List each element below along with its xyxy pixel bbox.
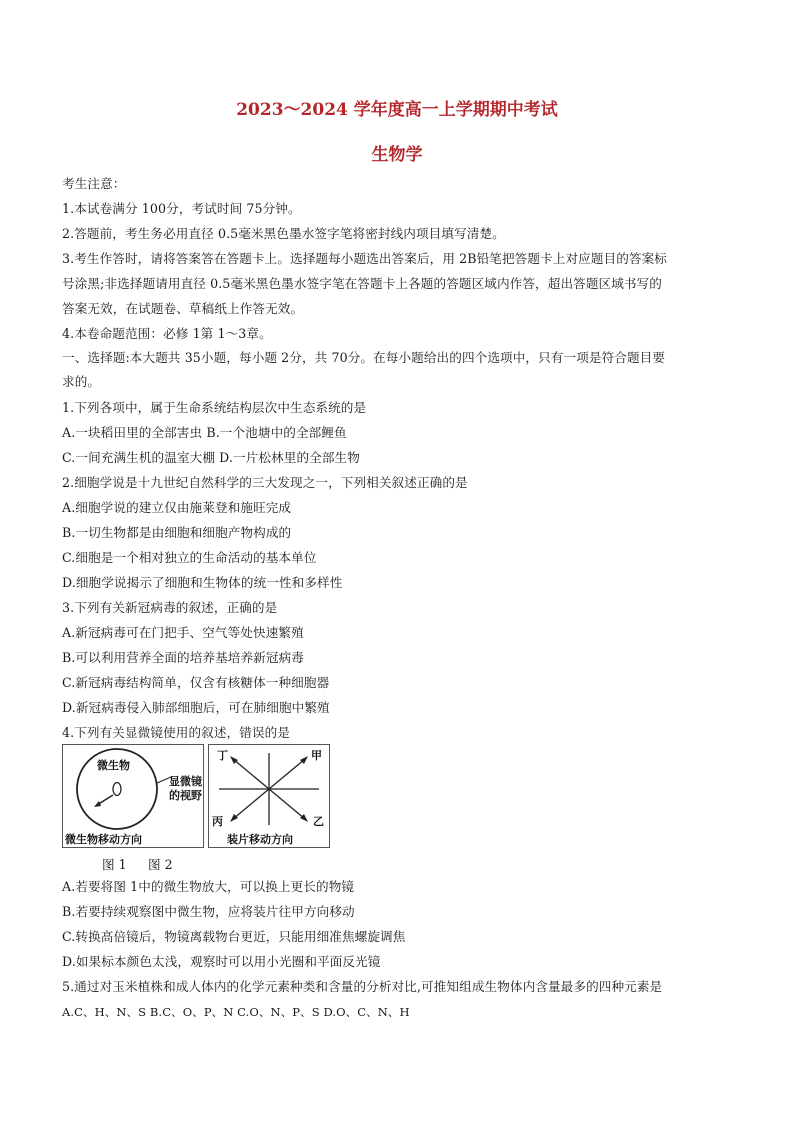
view-label: 显微镜: [169, 775, 202, 788]
exam-title: 2023～2024 学年度高一上学期期中考试: [236, 100, 558, 120]
direction-yi: 乙: [313, 815, 324, 828]
view-label: 的视野: [169, 789, 202, 802]
question-option: C.细胞是一个相对独立的生命活动的基本单位: [62, 550, 317, 565]
notice-item: 2.答题前，考生务必用直径 0.5毫米黑色墨水签字笔将密封线内项目填写清楚。: [62, 226, 505, 241]
question-stem: 3.下列有关新冠病毒的叙述，正确的是: [62, 600, 278, 615]
notice-item: 答案无效，在试题卷、草稿纸上作答无效。: [62, 301, 304, 316]
notice-heading: 考生注意：: [62, 176, 126, 191]
microbe-shape: [113, 783, 121, 796]
figure-2-slide-direction: [208, 744, 330, 848]
figure-2-caption: 装片移动方向: [227, 833, 293, 846]
figure-1-number: 图 1: [102, 857, 127, 872]
direction-bing: 丙: [212, 815, 223, 828]
arrow-head: [94, 801, 101, 807]
microbe-label: 微生物: [97, 759, 130, 772]
notice-item: 3.考生作答时，请将答案答在答题卡上。选择题每小题选出答案后，用 2B铅笔把答题卡上对应题目的答案标: [62, 251, 668, 266]
figure-1-caption: 微生物移动方向: [65, 833, 142, 846]
question-option: B.可以利用营养全面的培养基培养新冠病毒: [62, 650, 304, 665]
question-stem: 4.下列有关显微镜使用的叙述，错误的是: [62, 725, 291, 740]
question-option: A.C、H、N、S B.C、O、P、N C.O、N、P、S D.O、C、N、H: [62, 1005, 410, 1019]
section-heading-cont: 求的。: [62, 374, 101, 389]
question-option: B.若要持续观察图中微生物，应将装片往甲方向移动: [62, 904, 355, 919]
section-heading: 一、选择题:本大题共 35小题，每小题 2分，共 70分。在每小题给出的四个选项中，只有一项是符合题目要: [62, 350, 666, 365]
direction-jia: 甲: [311, 749, 322, 762]
question-stem: 5.通过对玉米植株和成人体内的化学元素种类和含量的分析对比,可推知组成生物体内含量最多的四种元素是: [62, 979, 663, 994]
notice-item: 1.本试卷满分 100分，考试时间 75分钟。: [62, 201, 301, 216]
notice-item: 4.本卷命题范围：必修 1第 1～3章。: [62, 326, 272, 341]
question-option: A.新冠病毒可在门把手、空气等处快速繁殖: [62, 625, 304, 640]
subject-title: 生物学: [371, 145, 423, 165]
question-option: D.新冠病毒侵入肺部细胞后，可在肺细胞中繁殖: [62, 700, 330, 715]
question-option: A.若要将图 1中的微生物放大，可以换上更长的物镜: [62, 879, 355, 894]
question-option: C.一间充满生机的温室大棚 D.一片松林里的全部生物: [62, 450, 360, 465]
question-option: B.一切生物都是由细胞和细胞产物构成的: [62, 525, 292, 540]
question-stem: 1.下列各项中，属于生命系统结构层次中生态系统的是: [62, 400, 367, 415]
figure-2-number: 图 2: [148, 857, 173, 872]
direction-ding: 丁: [217, 749, 228, 762]
question-option: D.细胞学说揭示了细胞和生物体的统一性和多样性: [62, 575, 343, 590]
notice-item: 号涂黑;非选择题请用直径 0.5毫米黑色墨水签字笔在答题卡上各题的答题区域内作答，超出答题区域书写的: [62, 276, 662, 291]
question-option: D.如果标本颜色太浅，观察时可以用小光圈和平面反光镜: [62, 954, 381, 969]
figure-1-microbe-view: [62, 744, 204, 848]
question-option: A.一块稻田里的全部害虫 B.一个池塘中的全部鲤鱼: [62, 425, 347, 440]
question-option: C.新冠病毒结构简单，仅含有核糖体一种细胞器: [62, 675, 330, 690]
question-option: C.转换高倍镜后，物镜离载物台更近，只能用细准焦螺旋调焦: [62, 929, 406, 944]
question-option: A.细胞学说的建立仅由施莱登和施旺完成: [62, 500, 292, 515]
question-stem: 2.细胞学说是十九世纪自然科学的三大发现之一，下列相关叙述正确的是: [62, 475, 468, 490]
microscope-figure: [62, 744, 332, 848]
